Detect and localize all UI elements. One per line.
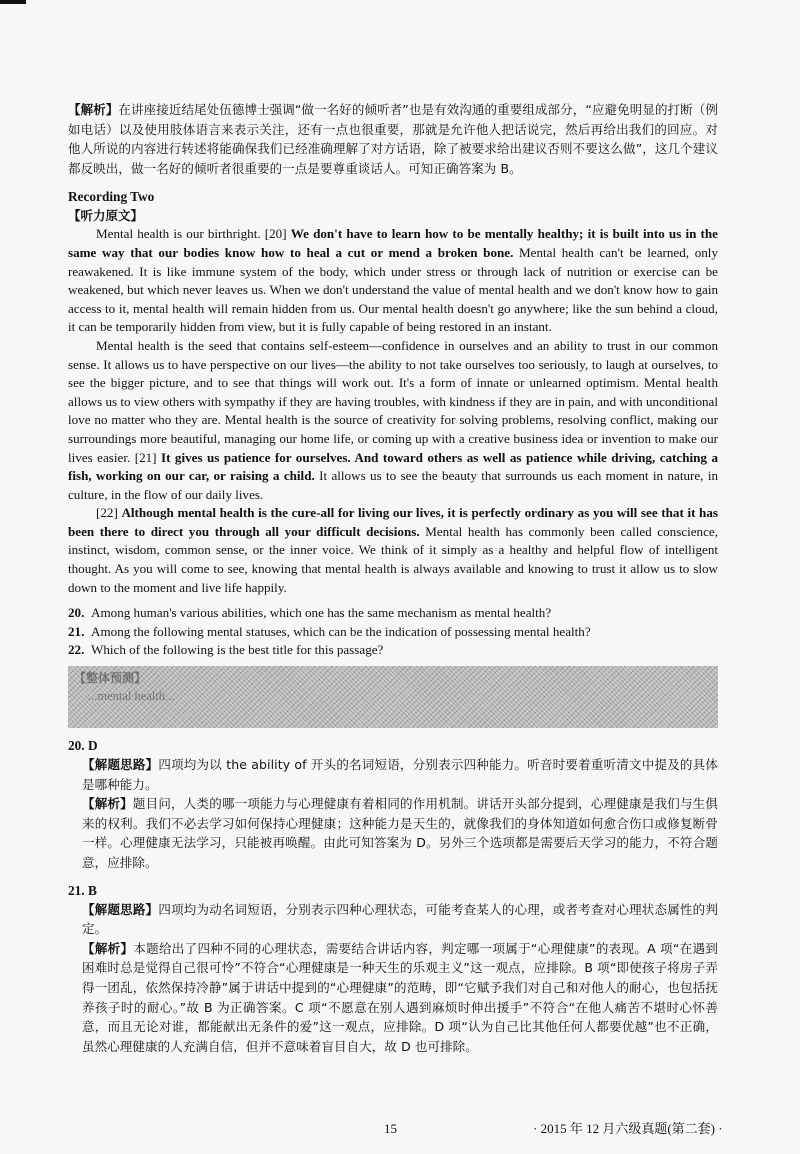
approach-tag: 【解题思路】	[82, 757, 159, 773]
answer-20-analysis	[82, 794, 718, 872]
approach-text: 四项均为动名词短语，分别表示四种心理状态，可能考查某人的心理，或者考查对心理状态属性的判定。	[82, 901, 718, 937]
p3-marker: [22]	[96, 505, 122, 521]
analysis-paragraph	[68, 100, 718, 178]
p2-text-c: It allows us to see the beauty that surrounds us each moment in nature, in culture, in the flow of our daily lives.	[68, 468, 719, 502]
analysis-tag: 【解析】	[68, 102, 119, 117]
analysis-tag: 【解析】	[82, 940, 134, 956]
p1-key-sentence: We don't have to learn how to be mentally healthy; it is built into us in the same way that our bodies know how to heal a cut or mend a broken bone.	[68, 226, 718, 260]
approach-text: 四项均为以 the ability of 开头的名词短语，分别表示四种能力。听音时要着重听清文中提及的具体是哪种能力。	[82, 757, 718, 792]
question-number: 21.	[68, 623, 85, 639]
analysis-text: 本题给出了四种不同的心理状态，需要结合讲话内容，判定哪一项属于“心理健康”的表现。A 项“在遇到困难时总是觉得自己很可怜”不符合“心理健康是一种天生的乐观主义”这一观点，应排除。B 项“即使孩子将房子弄得一团乱，依然保持冷静”属于讲话中提到的“心理健康”的范畴，即“它赋予我们对自己和对他人的耐心，也包括抚养孩子时的耐心。”故 B 为正确答案。C 项“不愿意在别人遇到麻烦时伸出援手”不符合“在他人痛苦不堪时心怀善意，而且无论对谁，都能献出无条件的爱”这一观点，应排除。D 项“认为自己比其他任何人都要优越”也不正确，虽然心理健康的人充满自信，但并不意味着盲目自大，故 D 也可排除。	[82, 940, 718, 1054]
question-list	[68, 604, 718, 660]
answer-21-approach	[82, 900, 718, 939]
corner-mark	[0, 0, 26, 4]
answer-21-explanation	[82, 900, 718, 1057]
analysis-tag: 【解析】	[82, 796, 133, 812]
analysis-text: 题目问，人类的哪一项能力与心理健康有着相同的作用机制。讲话开头部分提到，心理健康是我们与生俱来的权利。我们不必去学习如何保持心理健康；这种能力是天生的，就像我们的身体知道如何愈合伤口或修复断骨一样。心理健康无法学习，只能被再唤醒。由此可知答案为 D。另外三个选项都是需要后天学习的能力，不符合题意，应排除。	[82, 796, 718, 870]
p1-text-a: Mental health is our birthright. [20]	[96, 226, 291, 242]
transcript-paragraph-1	[68, 225, 718, 337]
p2-key-sentence: It gives us patience for ourselves. And toward others as well as patience while driving, catching a fish, working on our car, or raising a child.	[68, 449, 718, 484]
question-text: Among human's various abilities, which one has the same mechanism as mental health?	[91, 605, 552, 621]
answer-20-approach	[82, 755, 718, 794]
question-number: 20.	[68, 605, 85, 621]
shaded-label: 【整体预测】	[74, 671, 147, 686]
question-text: Which of the following is the best title for this passage?	[91, 642, 384, 658]
shaded-text: ...mental health...	[88, 689, 175, 704]
approach-tag: 【解题思路】	[82, 901, 159, 917]
question-item	[68, 641, 718, 660]
p3-key-sentence: Although mental health is the cure-all for living our lives, it is perfectly ordinary as you will see that it has been there to direct you through all your difficult decisions.	[68, 505, 718, 539]
p1-text-c: Mental health can't be learned, only reawakened. It is like immune system of the body, which under stress or through lack of nutrition or exercise can be weakened, but which never leaves us. When we don't understand the value of mental health and we don't know how to gain access to it, mental health will remain hidden from us. Our mental health doesn't go anywhere; like the sun behind a cloud, it can be temporarily hidden from view, but it is fully capable of being restored in an instant.	[68, 244, 718, 335]
answer-21-analysis	[82, 939, 718, 1057]
answer-21-heading: 21. B	[68, 882, 97, 898]
transcript-paragraph-3	[68, 504, 718, 597]
question-text: Among the following mental statuses, which can be the indication of possessing mental health?	[91, 623, 591, 639]
page-content	[68, 100, 718, 1056]
shaded-prediction-box	[68, 666, 718, 728]
transcript-label: 【听力原文】	[68, 208, 144, 224]
answer-20-heading: 20. D	[68, 738, 98, 754]
question-item	[68, 604, 718, 623]
source-label: · 2015 年 12 月六级真题(第二套) ·	[533, 1121, 723, 1136]
recording-title: Recording Two	[68, 189, 155, 205]
p3-text-c: Mental health has commonly been called conscience, instinct, wisdom, common sense, or the inner voice. We think of it simply as a healthy and helpful flow of intelligent thought. As you will come to see, knowing that mental health is always available and knowing to trust it allow us to slow down to the moment and live life happily.	[68, 523, 718, 595]
answer-20-explanation	[82, 755, 718, 873]
question-item	[68, 623, 718, 642]
question-number: 22.	[68, 642, 85, 658]
transcript-paragraph-2	[68, 337, 718, 504]
page-number: 15	[384, 1121, 397, 1136]
p2-text-a: Mental health is the seed that contains self-esteem—confidence in ourselves and an ability to trust in our common sense. It allows us to have perspective on our lives—the ability to not take ourselves too seriously, to laugh at ourselves, to see the bigger picture, and to see that things will work out. It's a form of innate or unlearned optimism. Mental health allows us to view others with sympathy if they are having troubles, with kindness if they are in pain, and with unconditional love no matter who they are. Mental health is the source of creativity for solving problems, resolving conflict, making our surroundings more beautiful, managing our home life, or coming up with a creative business idea or invention to make our lives easier. [21]	[68, 337, 718, 465]
analysis-text: 在讲座接近结尾处伍德博士强调“做一名好的倾听者”也是有效沟通的重要组成部分，“应避免明显的打断（例如电话）以及使用肢体语言来表示关注，还有一点也很重要，那就是允许他人把话说完，然后再给出我们的回应。对他人所说的内容进行转述将能确保我们已经准确理解了对方话语，除了被要求给出建议否则不要这么做”，这几个建议都反映出，做一名好的倾听者很重要的一点是要尊重谈话人。可知正确答案为 B。	[68, 102, 718, 176]
